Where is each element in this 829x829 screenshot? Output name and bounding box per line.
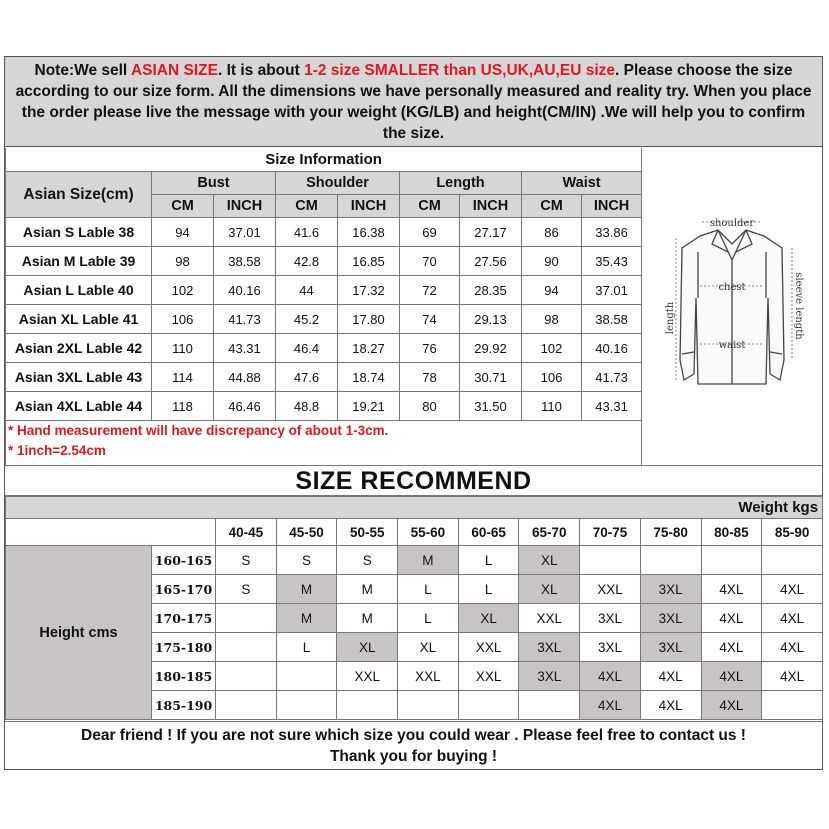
unit-header: INCH bbox=[214, 195, 276, 218]
size-row-label: Asian M Lable 39 bbox=[6, 247, 152, 276]
size-row-label: Asian 2XL Lable 42 bbox=[6, 334, 152, 363]
unit-header: CM bbox=[522, 195, 582, 218]
recommended-size: S bbox=[216, 575, 277, 604]
size-value: 19.21 bbox=[338, 392, 400, 421]
note-rest: . Please choose the size according to our size form. All the dimensions we have personally measured and reality try. When you place the order please live the message with your weight (KG/LB) and height(CM/IN) .We will help you to confirm the size. bbox=[15, 62, 812, 142]
recommended-size: 3XL bbox=[519, 662, 580, 691]
recommended-size: M bbox=[276, 604, 337, 633]
asian-size-header: Asian Size(cm) bbox=[6, 172, 152, 218]
footer-line-1: Dear friend ! If you are not sure which size you could wear . Please feel free to contact us ! bbox=[81, 727, 746, 744]
size-value: 18.27 bbox=[338, 334, 400, 363]
size-value: 38.58 bbox=[582, 305, 642, 334]
unit-header: INCH bbox=[460, 195, 522, 218]
size-value: 80 bbox=[400, 392, 460, 421]
label-length: length bbox=[665, 301, 676, 335]
note-inch-conversion: * 1inch=2.54cm bbox=[8, 443, 106, 458]
size-value: 29.13 bbox=[460, 305, 522, 334]
size-row-label: Asian S Lable 38 bbox=[6, 218, 152, 247]
size-value: 40.16 bbox=[582, 334, 642, 363]
size-recommend-table bbox=[5, 496, 823, 720]
recommended-size bbox=[216, 633, 277, 662]
recommended-size bbox=[458, 691, 519, 720]
height-range: 185-190 bbox=[152, 691, 216, 720]
size-value: 18.74 bbox=[338, 363, 400, 392]
weight-range-header: 70-75 bbox=[580, 519, 641, 546]
recommended-size: S bbox=[276, 546, 337, 575]
recommended-size: M bbox=[398, 546, 459, 575]
size-value: 27.56 bbox=[460, 247, 522, 276]
weight-range-header: 75-80 bbox=[640, 519, 701, 546]
recommended-size: L bbox=[398, 604, 459, 633]
recommended-size: 3XL bbox=[640, 604, 701, 633]
recommended-size: XL bbox=[519, 546, 580, 575]
recommended-size: S bbox=[216, 546, 277, 575]
label-shoulder: shoulder bbox=[709, 218, 755, 229]
unit-header: CM bbox=[276, 195, 338, 218]
size-value: 70 bbox=[400, 247, 460, 276]
recommended-size bbox=[216, 604, 277, 633]
height-range: 160-165 bbox=[152, 546, 216, 575]
size-value: 102 bbox=[152, 276, 214, 305]
recommended-size bbox=[762, 546, 823, 575]
note-prefix: Note:We sell bbox=[34, 62, 131, 79]
size-value: 16.38 bbox=[338, 218, 400, 247]
size-value: 110 bbox=[152, 334, 214, 363]
note-smaller: 1-2 size SMALLER than US,UK,AU,EU size bbox=[304, 62, 615, 79]
size-value: 41.73 bbox=[214, 305, 276, 334]
height-row bbox=[6, 546, 823, 575]
recommended-size bbox=[580, 546, 641, 575]
size-value: 35.43 bbox=[582, 247, 642, 276]
size-value: 41.6 bbox=[276, 218, 338, 247]
recommended-size: XXL bbox=[398, 662, 459, 691]
size-value: 98 bbox=[152, 247, 214, 276]
recommended-size: S bbox=[337, 546, 398, 575]
size-value: 86 bbox=[522, 218, 582, 247]
note-asian-size: ASIAN SIZE bbox=[130, 62, 218, 79]
height-range: 165-170 bbox=[152, 575, 216, 604]
recommended-size: L bbox=[458, 575, 519, 604]
size-value: 17.32 bbox=[338, 276, 400, 305]
recommended-size bbox=[519, 691, 580, 720]
waist-header: Waist bbox=[522, 172, 642, 195]
recommended-size: 4XL bbox=[640, 691, 701, 720]
recommended-size: 4XL bbox=[762, 662, 823, 691]
recommended-size: XL bbox=[519, 575, 580, 604]
size-row bbox=[6, 247, 642, 276]
recommended-size: 3XL bbox=[580, 604, 641, 633]
weight-range-header: 40-45 bbox=[216, 519, 277, 546]
recommended-size: M bbox=[276, 575, 337, 604]
recommended-size: 3XL bbox=[640, 575, 701, 604]
shirt-diagram bbox=[641, 148, 822, 466]
size-note bbox=[5, 57, 822, 147]
size-row-label: Asian XL Lable 41 bbox=[6, 305, 152, 334]
label-sleeve-length: sleeve length bbox=[793, 272, 804, 340]
recommended-size bbox=[762, 691, 823, 720]
size-value: 37.01 bbox=[582, 276, 642, 305]
size-row bbox=[6, 334, 642, 363]
height-range: 180-185 bbox=[152, 662, 216, 691]
size-information-table bbox=[5, 148, 642, 466]
recommended-size: 4XL bbox=[762, 633, 823, 662]
size-value: 74 bbox=[400, 305, 460, 334]
recommended-size: M bbox=[337, 575, 398, 604]
unit-header: INCH bbox=[338, 195, 400, 218]
size-value: 37.01 bbox=[214, 218, 276, 247]
height-range: 170-175 bbox=[152, 604, 216, 633]
weight-label: Weight kgs bbox=[6, 497, 823, 519]
weight-range-header: 85-90 bbox=[762, 519, 823, 546]
size-value: 16.85 bbox=[338, 247, 400, 276]
size-value: 106 bbox=[152, 305, 214, 334]
recommended-size: XXL bbox=[458, 662, 519, 691]
size-value: 48.8 bbox=[276, 392, 338, 421]
size-value: 29.92 bbox=[460, 334, 522, 363]
size-value: 90 bbox=[522, 247, 582, 276]
size-value: 44.88 bbox=[214, 363, 276, 392]
recommended-size bbox=[337, 691, 398, 720]
recommended-size bbox=[216, 691, 277, 720]
recommended-size: 3XL bbox=[580, 633, 641, 662]
size-value: 17.80 bbox=[338, 305, 400, 334]
height-label: Height cms bbox=[6, 546, 152, 720]
footer-line-2: Thank you for buying ! bbox=[329, 748, 498, 765]
recommended-size: L bbox=[276, 633, 337, 662]
size-value: 28.35 bbox=[460, 276, 522, 305]
size-value: 43.31 bbox=[214, 334, 276, 363]
size-notes bbox=[6, 421, 642, 466]
size-row bbox=[6, 392, 642, 421]
size-row bbox=[6, 276, 642, 305]
recommended-size: 4XL bbox=[580, 662, 641, 691]
size-value: 46.46 bbox=[214, 392, 276, 421]
recommended-size: M bbox=[337, 604, 398, 633]
recommended-size: 4XL bbox=[580, 691, 641, 720]
recommended-size: 4XL bbox=[701, 633, 762, 662]
length-header: Length bbox=[400, 172, 522, 195]
recommended-size: XL bbox=[398, 633, 459, 662]
size-value: 94 bbox=[522, 276, 582, 305]
size-value: 47.6 bbox=[276, 363, 338, 392]
recommended-size bbox=[640, 546, 701, 575]
recommended-size: XXL bbox=[337, 662, 398, 691]
recommended-size: L bbox=[458, 546, 519, 575]
size-value: 44 bbox=[276, 276, 338, 305]
weight-corner bbox=[6, 519, 216, 546]
recommended-size: 4XL bbox=[762, 575, 823, 604]
size-value: 76 bbox=[400, 334, 460, 363]
recommended-size: 3XL bbox=[519, 633, 580, 662]
size-value: 33.86 bbox=[582, 218, 642, 247]
weight-range-header: 60-65 bbox=[458, 519, 519, 546]
weight-range-header: 50-55 bbox=[337, 519, 398, 546]
size-value: 94 bbox=[152, 218, 214, 247]
unit-header: INCH bbox=[582, 195, 642, 218]
label-waist: waist bbox=[718, 340, 746, 351]
size-value: 118 bbox=[152, 392, 214, 421]
size-value: 78 bbox=[400, 363, 460, 392]
size-row bbox=[6, 305, 642, 334]
recommended-size: 4XL bbox=[762, 604, 823, 633]
size-row bbox=[6, 363, 642, 392]
recommended-size: 4XL bbox=[701, 575, 762, 604]
recommended-size: XL bbox=[337, 633, 398, 662]
size-value: 41.73 bbox=[582, 363, 642, 392]
size-value: 38.58 bbox=[214, 247, 276, 276]
size-value: 72 bbox=[400, 276, 460, 305]
note-mid: . It is about bbox=[217, 62, 305, 79]
size-value: 45.2 bbox=[276, 305, 338, 334]
size-value: 40.16 bbox=[214, 276, 276, 305]
shirt-icon bbox=[642, 148, 823, 466]
size-info-title: Size Information bbox=[6, 148, 642, 172]
recommended-size bbox=[276, 691, 337, 720]
recommended-size: XXL bbox=[580, 575, 641, 604]
size-value: 110 bbox=[522, 392, 582, 421]
size-value: 106 bbox=[522, 363, 582, 392]
recommended-size: 4XL bbox=[701, 691, 762, 720]
size-recommend-title: SIZE RECOMMEND bbox=[5, 466, 822, 496]
size-row-label: Asian 3XL Lable 43 bbox=[6, 363, 152, 392]
recommended-size: 4XL bbox=[640, 662, 701, 691]
recommended-size bbox=[216, 662, 277, 691]
size-value: 114 bbox=[152, 363, 214, 392]
recommended-size: L bbox=[398, 575, 459, 604]
height-range: 175-180 bbox=[152, 633, 216, 662]
size-value: 30.71 bbox=[460, 363, 522, 392]
recommended-size bbox=[701, 546, 762, 575]
recommended-size: XXL bbox=[519, 604, 580, 633]
weight-range-header: 65-70 bbox=[519, 519, 580, 546]
label-chest: chest bbox=[718, 282, 746, 293]
size-row bbox=[6, 218, 642, 247]
size-row-label: Asian L Lable 40 bbox=[6, 276, 152, 305]
note-hand-measurement: * Hand measurement will have discrepancy of about 1-3cm. bbox=[8, 423, 389, 438]
unit-header: CM bbox=[152, 195, 214, 218]
recommended-size: XXL bbox=[458, 633, 519, 662]
size-value: 98 bbox=[522, 305, 582, 334]
size-value: 31.50 bbox=[460, 392, 522, 421]
size-value: 42.8 bbox=[276, 247, 338, 276]
size-value: 46.4 bbox=[276, 334, 338, 363]
size-value: 43.31 bbox=[582, 392, 642, 421]
size-value: 27.17 bbox=[460, 218, 522, 247]
weight-range-header: 55-60 bbox=[398, 519, 459, 546]
footer-message bbox=[5, 721, 822, 769]
recommended-size: 3XL bbox=[640, 633, 701, 662]
recommended-size: 4XL bbox=[701, 604, 762, 633]
size-row-label: Asian 4XL Lable 44 bbox=[6, 392, 152, 421]
bust-header: Bust bbox=[152, 172, 276, 195]
weight-range-header: 45-50 bbox=[276, 519, 337, 546]
recommended-size: 4XL bbox=[701, 662, 762, 691]
size-value: 69 bbox=[400, 218, 460, 247]
recommended-size bbox=[276, 662, 337, 691]
size-value: 102 bbox=[522, 334, 582, 363]
recommended-size bbox=[398, 691, 459, 720]
recommended-size: XL bbox=[458, 604, 519, 633]
shoulder-header: Shoulder bbox=[276, 172, 400, 195]
weight-range-header: 80-85 bbox=[701, 519, 762, 546]
unit-header: CM bbox=[400, 195, 460, 218]
